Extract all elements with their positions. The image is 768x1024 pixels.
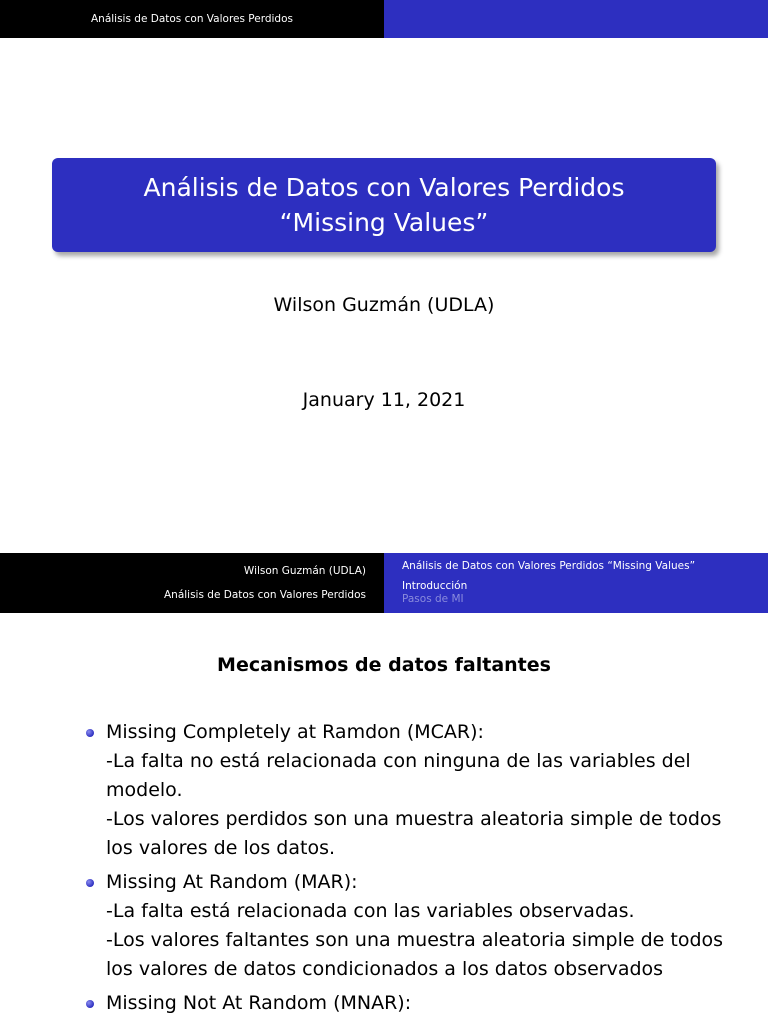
bullet-line: -La falta no está relacionada con ninguna de las variables del modelo. xyxy=(106,750,691,801)
header-right xyxy=(384,0,768,38)
bullet-line: -Los valores perdidos son una muestra aleatoria simple de todos los valores de los datos. xyxy=(106,808,722,859)
presentation-title: Análisis de Datos con Valores Perdidos “Missing Values” xyxy=(143,173,625,237)
section-link-introduccion[interactable]: Introducción xyxy=(402,580,468,592)
bullet-list xyxy=(84,718,724,1023)
footer-left xyxy=(0,553,384,613)
section-link-pasos-de-mi[interactable]: Pasos de MI xyxy=(402,593,464,605)
bullet-heading: Missing At Random (MAR): xyxy=(106,871,358,893)
list-item xyxy=(84,989,724,1018)
bullet-heading: Missing Completely at Ramdon (MCAR): xyxy=(106,721,484,743)
slide-title: Mecanismos de datos faltantes xyxy=(217,654,551,676)
top-header-bar xyxy=(0,0,768,38)
list-item xyxy=(84,868,724,984)
author: Wilson Guzmán (UDLA) xyxy=(273,294,495,316)
bullet-line: -La falta está relacionada con las variables observadas. xyxy=(106,900,635,922)
list-item xyxy=(84,718,724,863)
footer-full-title[interactable]: Análisis de Datos con Valores Perdidos “Missing Values” xyxy=(402,560,696,572)
header-short-title: Análisis de Datos con Valores Perdidos xyxy=(90,13,293,25)
footer-author: Wilson Guzmán (UDLA) xyxy=(243,565,366,577)
title-block xyxy=(52,158,716,252)
bullet-icon xyxy=(86,1000,94,1008)
date: January 11, 2021 xyxy=(302,389,466,411)
bullet-line: -Los valores faltantes son una muestra aleatoria simple de todos los valores de datos condicionados a los datos observados xyxy=(106,929,724,980)
bullet-heading: Missing Not At Random (MNAR): xyxy=(106,992,412,1014)
footer-bar xyxy=(0,553,768,613)
footer-right xyxy=(384,553,768,613)
header-left xyxy=(0,0,384,38)
footer-short-title: Análisis de Datos con Valores Perdidos xyxy=(163,589,366,601)
bullet-icon xyxy=(86,879,94,887)
bullet-icon xyxy=(86,729,94,737)
